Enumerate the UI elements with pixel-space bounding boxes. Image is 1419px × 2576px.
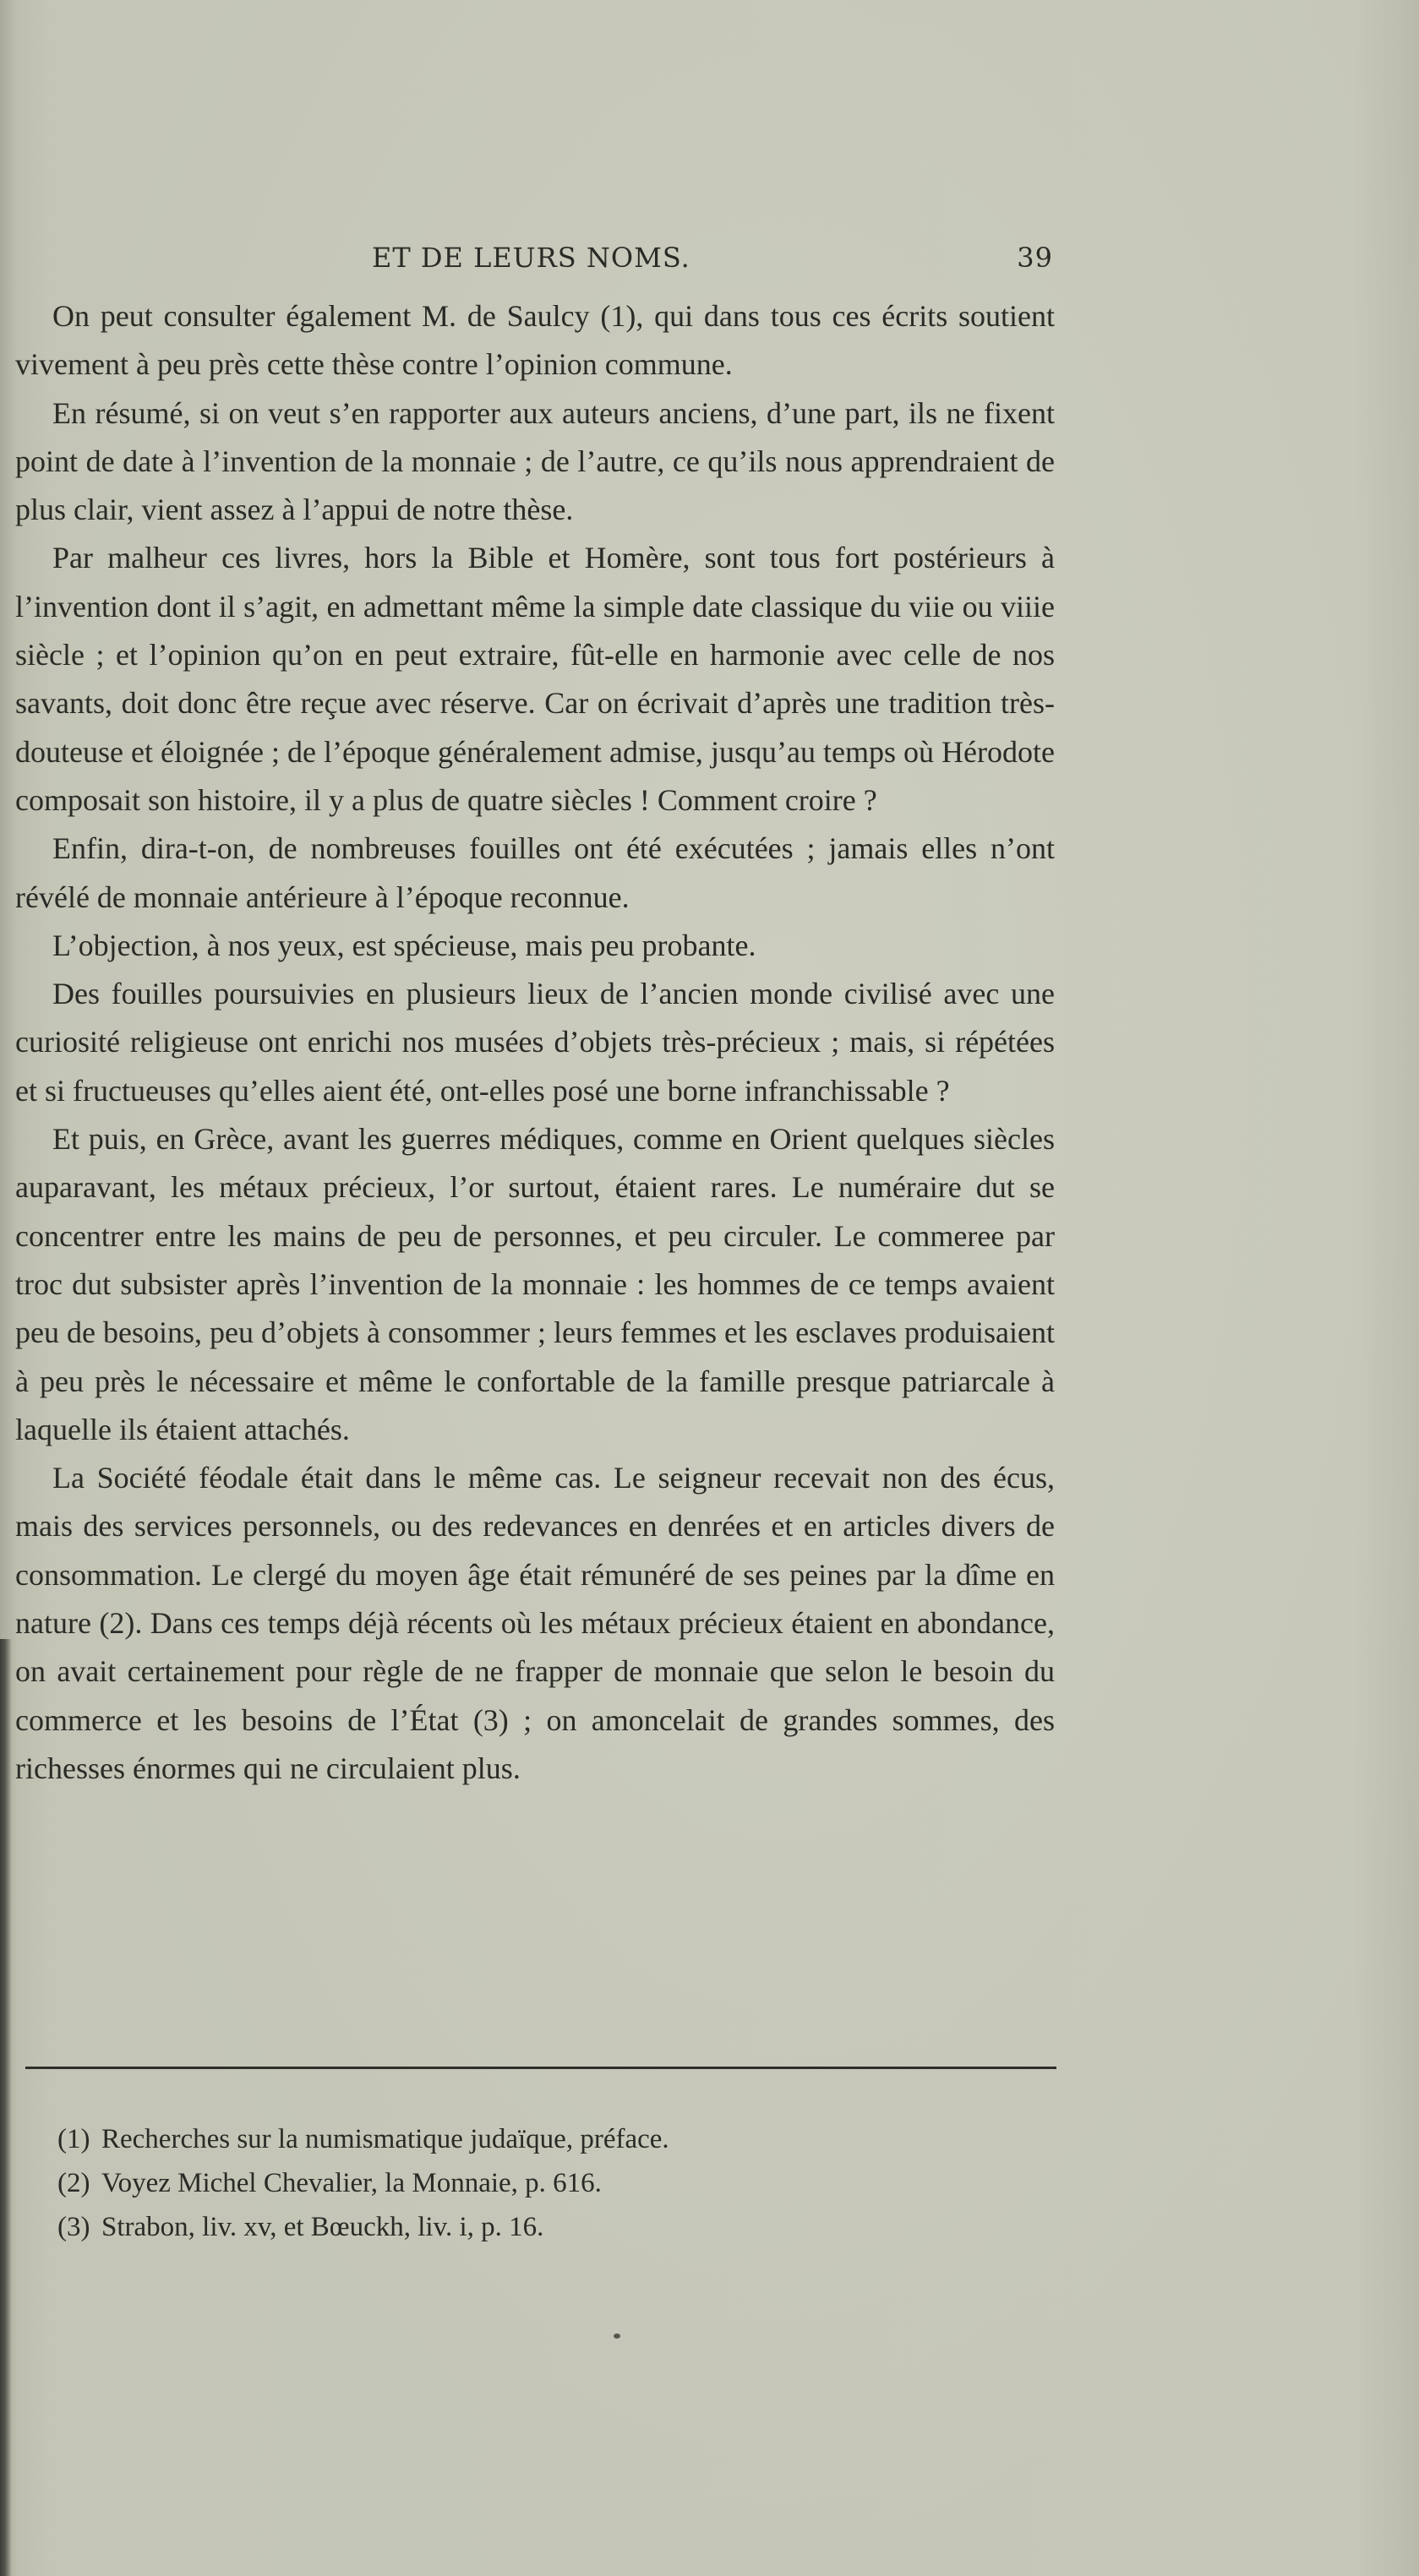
footnote-number: (2) [57, 2168, 90, 2198]
paragraph: L’objection, à nos yeux, est spécieuse, mais peu probante. [52, 928, 756, 962]
book-spine-shadow [0, 1639, 12, 2576]
paragraph: On peut consulter également M. de Saulcy (1), qui dans tous ces écrits soutient vivement à peu près cette thèse contre l’opinion commune. [15, 299, 1055, 382]
footnote-number: (3) [57, 2212, 90, 2242]
footnote [57, 2117, 1029, 2161]
footnote-text: Strabon, liv. xv, et Bœuckh, liv. i, p. 16. [101, 2212, 544, 2242]
paragraph: Enfin, dira-t-on, de nombreuses fouilles ont été exécutées ; jamais elles n’ont révélé de monnaie antérieure à l’époque reconnue. [15, 831, 1055, 914]
paragraph: La Société féodale était dans le même cas. Le seigneur recevait non des écus, mais des services personnels, ou des redevances en denrées et en articles divers de consommation. Le clergé du moyen âge était rémunéré de ses peines par la dîme en nature (2). Dans ces temps déjà récents où les métaux précieux étaient en abondance, on avait certainement pour règle de ne frapper de monnaie que selon le besoin du commerce et les besoins de l’État (3) ; on amoncelait de grandes sommes, des richesses énormes qui ne circulaient plus. [15, 1461, 1055, 1785]
footnote [57, 2205, 1029, 2249]
paragraph: Et puis, en Grèce, avant les guerres médiques, comme en Orient quelques siècles auparavant, les métaux précieux, l’or surtout, étaient rares. Le numéraire dut se concentrer entre les mains de peu de personnes, et peu circuler. Le commeree par troc dut subsister après l’invention de la monnaie : les hommes de ce temps avaient peu de besoins, peu d’objets à consommer ; leurs femmes et les esclaves produisaient à peu près le nécessaire et même le confortable de la famille presque patriarcale à laquelle ils étaient attachés. [15, 1122, 1055, 1446]
footnote-text: Recherches sur la numismatique judaïque, préface. [101, 2124, 669, 2154]
running-header [372, 242, 1053, 275]
body-text [15, 292, 1055, 1793]
running-title: ET DE LEURS NOMS. [372, 242, 690, 274]
footnote-separator [25, 2067, 1056, 2069]
paragraph: En résumé, si on veut s’en rapporter aux auteurs anciens, d’une part, ils ne fixent point de date à l’invention de la monnaie ; de l’autre, ce qu’ils nous apprendraient de plus clair, vient assez à l’appui de notre thèse. [15, 395, 1055, 527]
page-number: 39 [1017, 242, 1053, 274]
footnote-text: Voyez Michel Chevalier, la Monnaie, p. 616. [101, 2168, 602, 2198]
ink-speck [614, 2334, 620, 2339]
footnote-number: (1) [57, 2124, 90, 2154]
footnote [57, 2161, 1029, 2205]
paragraph: Des fouilles poursuivies en plusieurs lieux de l’ancien monde civilisé avec une curiosité religieuse ont enrichi nos musées d’objets très-précieux ; mais, si répétées et si fructueuses qu’elles aient été, ont-elles posé une borne infranchissable ? [15, 977, 1055, 1108]
footnotes [57, 2117, 1029, 2249]
paragraph: Par malheur ces livres, hors la Bible et Homère, sont tous fort postérieurs à l’invention dont il s’agit, en admettant même la simple date classique du viie ou viiie siècle ; et l’opinion qu’on en peut extraire, fût-elle en harmonie avec celle de nos savants, doit donc être reçue avec réserve. Car on écrivait d’après une tradition très-douteuse et éloignée ; de l’époque généralement admise, jusqu’au temps où Hérodote composait son histoire, il y a plus de quatre siècles ! Comment croire ? [15, 541, 1055, 817]
